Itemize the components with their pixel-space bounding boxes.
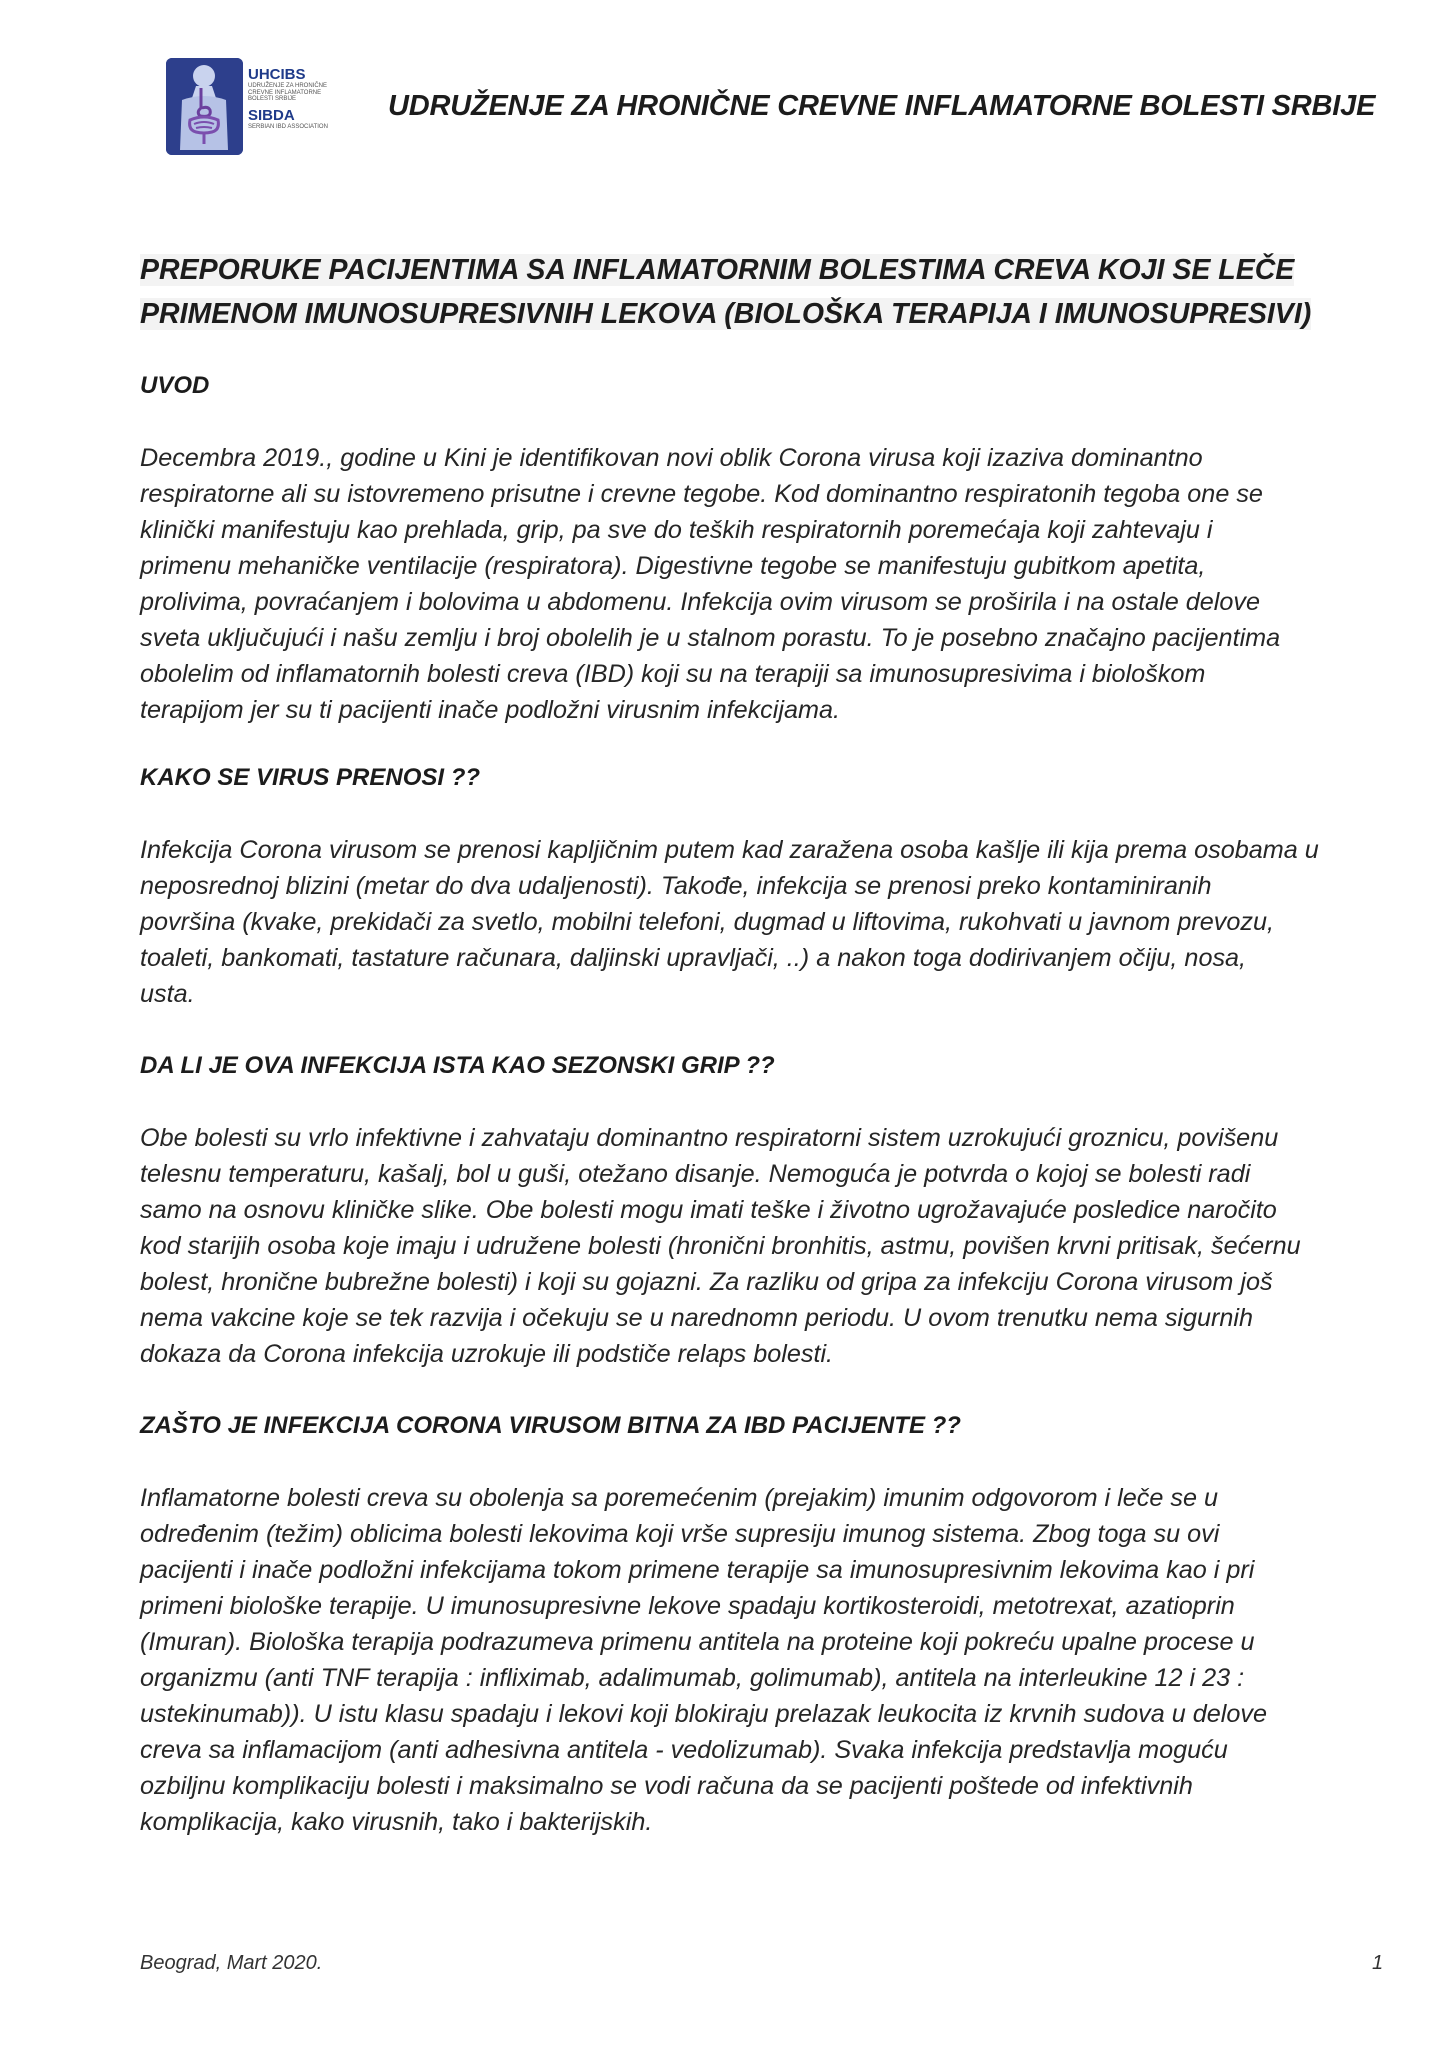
section-body-flu-comparison (140, 1120, 1390, 1372)
text-line: određenim (težim) oblicima bolesti lekovima koji vrše supresiju imunog sistema. Zbog toga su ovi (140, 1520, 1220, 1548)
text-line: neposrednoj blizini (metar do dva udaljenosti). Takođe, infekcija se prenosi preko kontaminiranih (140, 872, 1212, 900)
text-line: creva sa inflamacijom (anti adhesivna antitela - vedolizumab). Svaka infekcija predstavlja moguću (140, 1736, 1228, 1764)
text-line: ustekinumab)). U istu klasu spadaju i lekovi koji blokiraju prelazak leukocita iz krvnih sudova u delove (140, 1700, 1267, 1728)
text-line: Decembra 2019., godine u Kini je identifikovan novi oblik Corona virusa koji izaziva dominantno (140, 444, 1203, 472)
text-line: kod starijih osoba koje imaju i udružene bolesti (hronični bronhitis, astmu, povišen krvni pritisak, šećernu (140, 1232, 1301, 1260)
logo-name-top: UHCIBS (248, 66, 306, 83)
text-line: organizmu (anti TNF terapija : infliximab, adalimumab, golimumab), antitela na interleukine 12 i 23 : (140, 1664, 1245, 1692)
text-line: prolivima, povraćanjem i bolovima u abdomenu. Infekcija ovim virusom se proširila i na ostale delove (140, 588, 1260, 616)
text-line: Infekcija Corona virusom se prenosi kapljičnim putem kad zaražena osoba kašlje ili kija prema osobama u (140, 836, 1319, 864)
text-line: primenu mehaničke ventilacije (respiratora). Digestivne tegobe se manifestuju gubitkom apetita, (140, 552, 1206, 580)
text-line: sveta uključujući i našu zemlju i broj obolelih je u stalnom porastu. To je posebno značajno pacijentima (140, 624, 1281, 652)
text-line: primeni biološke terapije. U imunosupresivne lekove spadaju kortikosteroidi, metotrexat, azatioprin (140, 1592, 1235, 1620)
digestive-system-icon (166, 58, 243, 155)
document-title-line2: PRIMENOM IMUNOSUPRESIVNIH LEKOVA (BIOLOŠKA TERAPIJA I IMUNOSUPRESIVI) (140, 298, 1312, 330)
footer-place-date: Beograd, Mart 2020. (140, 1952, 323, 1974)
text-line: nema vakcine koje se tek razvija i očekuju se u narednomn periodu. U ovom trenutku nema sigurnih (140, 1304, 1254, 1332)
text-line: (Imuran). Biološka terapija podrazumeva primenu antitela na proteine koji pokreću upalne procese u (140, 1628, 1255, 1656)
text-line: ozbiljnu komplikaciju bolesti i maksimalno se vodi računa da se pacijenti poštede od infektivnih (140, 1772, 1193, 1800)
document-title (140, 248, 1340, 336)
section-heading-flu-comparison: DA LI JE OVA INFEKCIJA ISTA KAO SEZONSKI GRIP ?? (140, 1052, 775, 1079)
text-line: pacijenti i inače podložni infekcijama tokom primene terapije sa imunosupresivnim lekovima kao i pri (140, 1556, 1255, 1584)
text-line: samo na osnovu kliničke slike. Obe bolesti mogu imati teške i životno ugrožavajuće posledice naročito (140, 1196, 1277, 1224)
section-heading-transmission: KAKO SE VIRUS PRENOSI ?? (140, 764, 481, 791)
text-line: toaleti, bankomati, tastature računara, daljinski upravljači, ..) a nakon toga dodirivanjem očiju, nosa, (140, 944, 1247, 972)
text-line: Inflamatorne bolesti creva su obolenja sa poremećenim (prejakim) imunim odgovorom i leče se u (140, 1484, 1218, 1512)
text-line: Obe bolesti su vrlo infektivne i zahvataju dominantno respiratorni sistem uzrokujući groznicu, povišenu (140, 1124, 1279, 1152)
section-body-ibd-relevance (140, 1480, 1390, 1840)
text-line: komplikacija, kako virusnih, tako i bakterijskih. (140, 1808, 653, 1836)
section-heading-uvod: UVOD (140, 372, 210, 399)
text-line: dokaza da Corona infekcija uzrokuje ili podstiče relaps bolesti. (140, 1340, 834, 1368)
page-number: 1 (1372, 1952, 1384, 1974)
logo-text (248, 66, 363, 130)
text-line: obolelim od inflamatornih bolesti creva (IBD) koji su na terapiji sa imunosupresivima i biološkom (140, 660, 1206, 688)
text-line: respiratorne ali su istovremeno prisutne i crevne tegobe. Kod dominantno respiratonih tegoba one se (140, 480, 1263, 508)
association-logo (166, 58, 362, 158)
text-line: bolest, hronične bubrežne bolesti) i koji su gojazni. Za razliku od gripa za infekciju Corona virusom još (140, 1268, 1273, 1296)
text-line: usta. (140, 980, 195, 1008)
logo-name-bottom: SIBDA (248, 106, 295, 124)
text-line: terapijom jer su ti pacijenti inače podložni virusnim infekcijama. (140, 696, 840, 724)
text-line: telesnu temperaturu, kašalj, bol u guši, otežano disanje. Nemoguća je potvrda o kojoj se bolesti radi (140, 1160, 1251, 1188)
text-line: klinički manifestuju kao prehlada, grip, pa sve do teških respiratornih poremećaja koji zahtevaju i (140, 516, 1213, 544)
section-body-transmission (140, 832, 1390, 1012)
section-heading-ibd-relevance: ZAŠTO JE INFEKCIJA CORONA VIRUSOM BITNA ZA IBD PACIJENTE ?? (140, 1412, 961, 1439)
association-title: UDRUŽENJE ZA HRONIČNE CREVNE INFLAMATORNE BOLESTI SRBIJE (388, 90, 1376, 122)
logo-emblem (166, 58, 243, 155)
logo-subtitle-bottom: SERBIAN IBD ASSOCIATION (248, 123, 328, 130)
document-title-line1: PREPORUKE PACIJENTIMA SA INFLAMATORNIM BOLESTIMA CREVA KOJI SE LEČE (140, 254, 1295, 286)
text-line: površina (kvake, prekidači za svetlo, mobilni telefoni, dugmad u liftovima, rukohvati u javnom prevozu, (140, 908, 1274, 936)
logo-subtitle-top: UDRUŽENJE ZA HRONIČNE CREVNE INFLAMATORNE BOLESTI SRBIJE (248, 83, 328, 102)
section-body-uvod (140, 440, 1390, 728)
